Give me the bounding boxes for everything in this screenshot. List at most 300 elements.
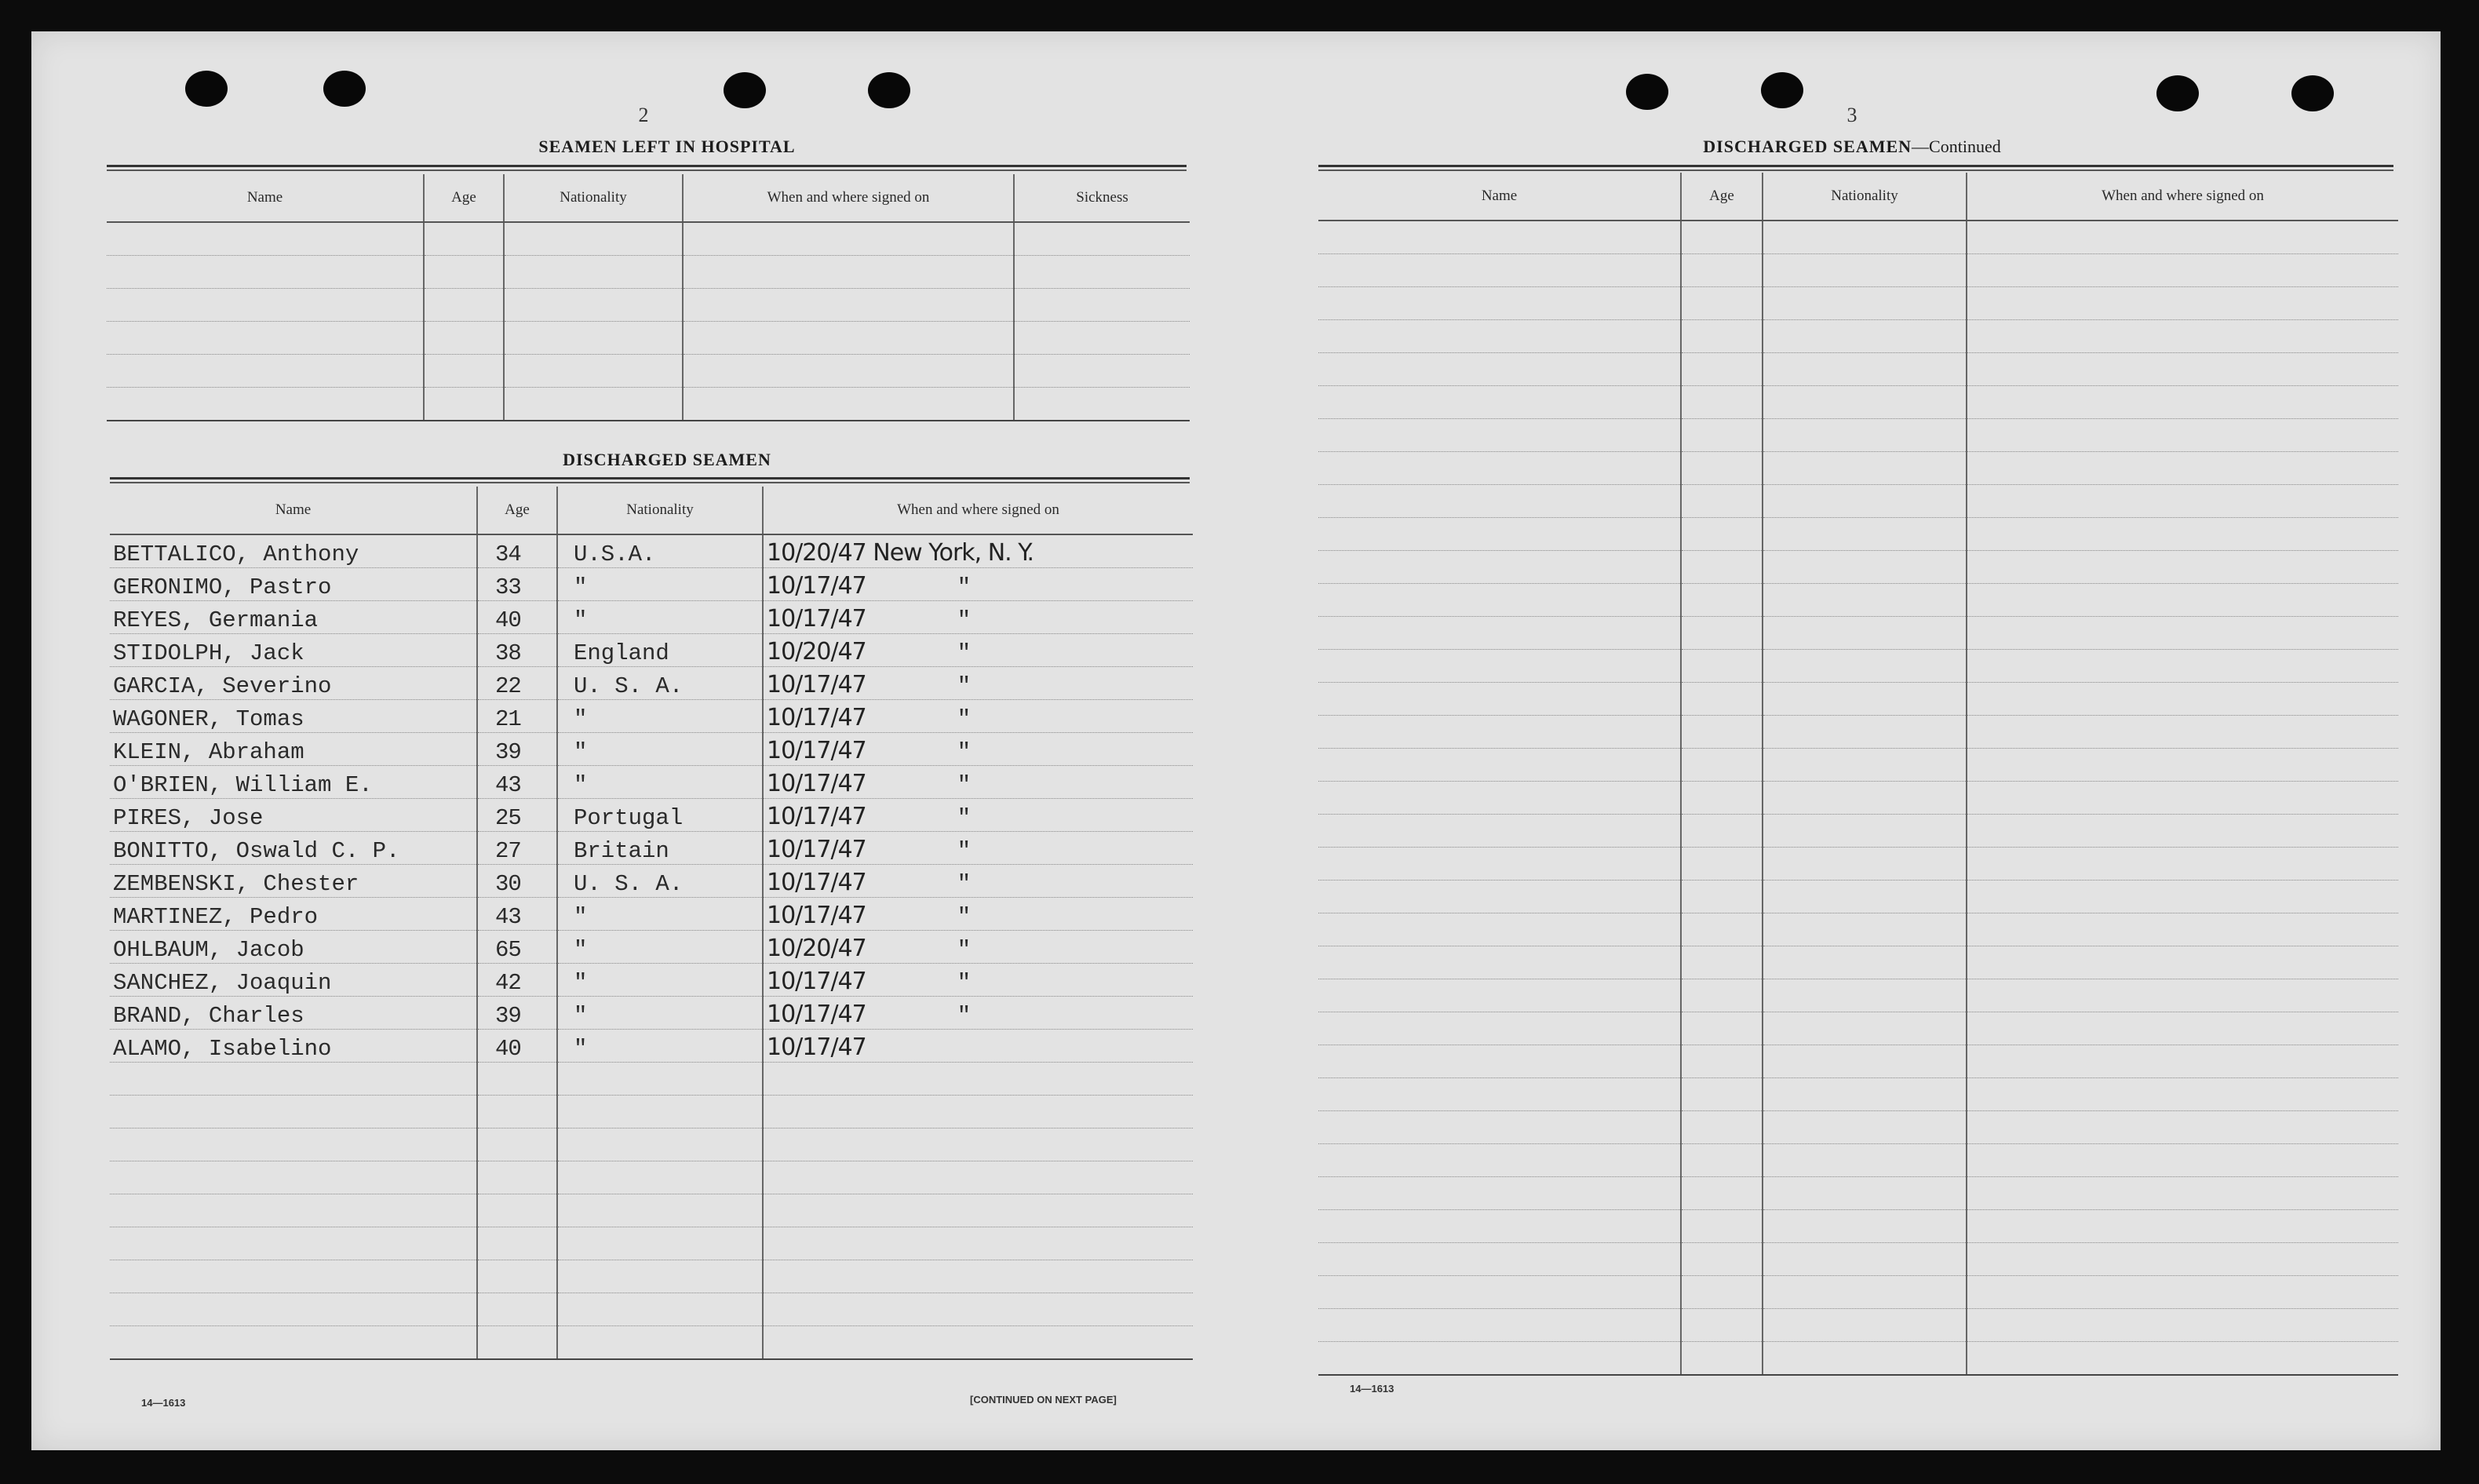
table-row	[1318, 1276, 2398, 1309]
signed-on-cell	[763, 700, 1193, 733]
empty-cell	[1967, 1210, 2398, 1243]
empty-cell	[1967, 683, 2398, 716]
table-row	[1318, 683, 2398, 716]
age-cell: 42	[477, 964, 557, 997]
age-cell: 43	[477, 766, 557, 799]
empty-cell	[1967, 419, 2398, 452]
nationality-cell: U.S.A.	[557, 534, 763, 568]
punch-hole	[1626, 74, 1668, 110]
empty-cell	[1967, 979, 2398, 1012]
empty-cell	[1763, 254, 1967, 287]
empty-cell	[1763, 1210, 1967, 1243]
signed-on-date: 10/20/47	[767, 638, 866, 665]
name-cell: BETTALICO, Anthony	[110, 534, 477, 568]
empty-cell	[1681, 1078, 1763, 1111]
empty-cell	[1318, 518, 1681, 551]
table-row	[1318, 650, 2398, 683]
empty-cell	[1763, 485, 1967, 518]
column-header-name: Name	[1318, 173, 1681, 221]
nationality-cell	[557, 1227, 763, 1260]
table-row	[1318, 485, 2398, 518]
signed-on-cell	[763, 534, 1193, 568]
signed-on-cell	[763, 667, 1193, 700]
empty-cell	[1681, 485, 1763, 518]
table-row	[1318, 551, 2398, 584]
empty-cell	[1763, 749, 1967, 782]
age-cell: 65	[477, 931, 557, 964]
name-cell: GERONIMO, Pastro	[110, 568, 477, 601]
age-cell: 30	[477, 865, 557, 898]
table-row	[110, 931, 1193, 964]
name-cell	[110, 1063, 477, 1096]
hospital-table	[107, 174, 1190, 421]
table-row	[1318, 287, 2398, 320]
column-header-signed-on: When and where signed on	[1967, 173, 2398, 221]
section-title-text: DISCHARGED SEAMEN	[1703, 137, 1912, 156]
empty-cell	[1967, 913, 2398, 946]
table-row	[110, 1260, 1193, 1293]
nationality-cell: "	[557, 964, 763, 997]
nationality-cell	[557, 1063, 763, 1096]
table-row	[107, 355, 1190, 388]
empty-cell	[1967, 452, 2398, 485]
page-number: 2	[638, 104, 649, 126]
name-cell: GARCIA, Severino	[110, 667, 477, 700]
nationality-cell: "	[557, 997, 763, 1030]
name-cell	[110, 1128, 477, 1161]
signed-on-cell	[763, 601, 1193, 634]
empty-cell	[1318, 584, 1681, 617]
table-row	[110, 865, 1193, 898]
age-cell	[477, 1096, 557, 1128]
empty-cell	[1681, 1309, 1763, 1342]
name-cell: KLEIN, Abraham	[110, 733, 477, 766]
empty-cell	[1318, 1078, 1681, 1111]
empty-cell	[1318, 1309, 1681, 1342]
form-number: 14—1613	[141, 1397, 186, 1409]
name-cell: BRAND, Charles	[110, 997, 477, 1030]
empty-cell	[1681, 518, 1763, 551]
empty-cell	[1967, 320, 2398, 353]
age-cell: 21	[477, 700, 557, 733]
age-cell: 38	[477, 634, 557, 667]
table-row	[1318, 1309, 2398, 1342]
table-row	[1318, 946, 2398, 979]
empty-cell	[1681, 848, 1763, 881]
empty-cell	[1681, 1045, 1763, 1078]
empty-cell	[1681, 815, 1763, 848]
table-row	[1318, 1342, 2398, 1376]
nationality-cell: "	[557, 931, 763, 964]
empty-cell	[1763, 221, 1967, 254]
table-row	[110, 534, 1193, 568]
empty-cell	[1318, 946, 1681, 979]
empty-cell	[1681, 1276, 1763, 1309]
empty-cell	[1318, 881, 1681, 913]
empty-cell	[1318, 1111, 1681, 1144]
empty-cell	[1318, 551, 1681, 584]
empty-cell	[1681, 979, 1763, 1012]
table-row	[1318, 254, 2398, 287]
table-row	[1318, 1111, 2398, 1144]
empty-cell	[1318, 1045, 1681, 1078]
empty-cell	[1967, 1342, 2398, 1376]
signed-on-cell	[763, 1096, 1193, 1128]
empty-cell	[1967, 1243, 2398, 1276]
age-cell	[477, 1293, 557, 1326]
empty-cell	[1681, 1144, 1763, 1177]
age-cell	[477, 1128, 557, 1161]
age-cell: 43	[477, 898, 557, 931]
signed-on-place-ditto: "	[957, 673, 972, 699]
empty-cell	[1967, 815, 2398, 848]
empty-cell	[1681, 419, 1763, 452]
empty-cell	[1967, 1078, 2398, 1111]
empty-cell	[1763, 419, 1967, 452]
empty-cell	[1967, 946, 2398, 979]
empty-cell	[1681, 221, 1763, 254]
signed-on-place-ditto: "	[957, 904, 972, 930]
empty-cell	[1318, 1144, 1681, 1177]
table-row	[110, 1128, 1193, 1161]
empty-cell	[1681, 386, 1763, 419]
table-row	[110, 634, 1193, 667]
signed-on-cell	[763, 931, 1193, 964]
nationality-cell: U. S. A.	[557, 865, 763, 898]
column-header-age: Age	[477, 487, 557, 534]
empty-cell	[1318, 1243, 1681, 1276]
name-cell: ZEMBENSKI, Chester	[110, 865, 477, 898]
continued-section-title	[1577, 137, 2127, 157]
table-row	[1318, 386, 2398, 419]
empty-cell	[1681, 1342, 1763, 1376]
signed-on-cell	[763, 1063, 1193, 1096]
table-row	[1318, 584, 2398, 617]
signed-on-date: 10/17/47	[767, 704, 866, 731]
discharged-table	[110, 487, 1193, 1360]
punch-hole	[2291, 75, 2334, 111]
table-row	[1318, 716, 2398, 749]
table-row	[1318, 979, 2398, 1012]
column-header-nationality: Nationality	[504, 174, 683, 222]
empty-cell	[1967, 551, 2398, 584]
empty-cell	[1967, 881, 2398, 913]
age-cell: 33	[477, 568, 557, 601]
name-cell	[110, 1227, 477, 1260]
section-title-suffix: —Continued	[1912, 137, 2001, 156]
table-row	[110, 1161, 1193, 1194]
table-row	[110, 766, 1193, 799]
empty-cell	[1763, 815, 1967, 848]
age-cell: 25	[477, 799, 557, 832]
empty-cell	[1763, 452, 1967, 485]
empty-cell	[1967, 1111, 2398, 1144]
empty-cell	[1967, 1144, 2398, 1177]
name-cell	[110, 1326, 477, 1360]
signed-on-cell	[763, 1293, 1193, 1326]
table-row	[1318, 1045, 2398, 1078]
nationality-cell: England	[557, 634, 763, 667]
empty-cell	[1318, 782, 1681, 815]
name-cell: SANCHEZ, Joaquin	[110, 964, 477, 997]
empty-cell	[1763, 782, 1967, 815]
signed-on-cell	[763, 1194, 1193, 1227]
signed-on-cell	[763, 799, 1193, 832]
signed-on-place-ditto: "	[957, 838, 972, 864]
punch-hole	[185, 71, 228, 107]
empty-cell	[1967, 353, 2398, 386]
empty-cell	[1763, 1342, 1967, 1376]
empty-cell	[1681, 913, 1763, 946]
empty-cell	[1318, 979, 1681, 1012]
nationality-cell: "	[557, 700, 763, 733]
empty-cell	[1318, 650, 1681, 683]
table-row	[1318, 815, 2398, 848]
empty-cell	[1763, 848, 1967, 881]
section-rule	[110, 477, 1190, 483]
column-header-age: Age	[424, 174, 504, 222]
signed-on-date: 10/17/47	[767, 737, 866, 764]
signed-on-date: 10/17/47	[767, 902, 866, 929]
signed-on-date: 10/17/47	[767, 572, 866, 600]
form-number: 14—1613	[1350, 1383, 1394, 1395]
empty-cell	[1681, 320, 1763, 353]
empty-cell	[1763, 1177, 1967, 1210]
column-header-name: Name	[107, 174, 424, 222]
column-header-nationality: Nationality	[1763, 173, 1967, 221]
table-row	[1318, 913, 2398, 946]
empty-cell	[1967, 617, 2398, 650]
empty-cell	[1318, 617, 1681, 650]
nationality-cell: "	[557, 733, 763, 766]
age-cell	[477, 1194, 557, 1227]
table-row	[1318, 749, 2398, 782]
section-rule	[1318, 165, 2393, 171]
table-row	[1318, 1078, 2398, 1111]
empty-cell	[1967, 1012, 2398, 1045]
signed-on-cell	[763, 733, 1193, 766]
empty-cell	[1763, 716, 1967, 749]
nationality-cell	[557, 1293, 763, 1326]
age-cell	[477, 1260, 557, 1293]
empty-cell	[1318, 716, 1681, 749]
empty-cell	[1763, 1111, 1967, 1144]
signed-on-date: 10/20/47 New York, N. Y.	[767, 539, 1034, 567]
empty-cell	[1318, 1012, 1681, 1045]
empty-cell	[1681, 1111, 1763, 1144]
empty-cell	[1681, 353, 1763, 386]
signed-on-date: 10/17/47	[767, 605, 866, 633]
empty-cell	[1967, 1276, 2398, 1309]
name-cell: STIDOLPH, Jack	[110, 634, 477, 667]
hospital-section-title: SEAMEN LEFT IN HOSPITAL	[538, 137, 796, 156]
signed-on-date: 10/17/47	[767, 803, 866, 830]
empty-cell	[1763, 881, 1967, 913]
signed-on-place-ditto: "	[957, 970, 972, 996]
table-row	[1318, 1177, 2398, 1210]
signed-on-date: 10/17/47	[767, 968, 866, 995]
table-row	[110, 700, 1193, 733]
empty-cell	[1763, 913, 1967, 946]
empty-cell	[1967, 221, 2398, 254]
name-cell: MARTINEZ, Pedro	[110, 898, 477, 931]
table-row	[107, 388, 1190, 421]
table-row	[107, 222, 1190, 256]
table-row	[110, 799, 1193, 832]
signed-on-place-ditto: "	[957, 706, 972, 732]
empty-cell	[1681, 287, 1763, 320]
empty-cell	[1967, 518, 2398, 551]
table-row	[110, 568, 1193, 601]
table-row	[107, 256, 1190, 289]
empty-cell	[1681, 452, 1763, 485]
signed-on-cell	[763, 1030, 1193, 1063]
empty-cell	[1318, 287, 1681, 320]
name-cell	[110, 1096, 477, 1128]
empty-cell	[1318, 419, 1681, 452]
empty-cell	[1318, 1342, 1681, 1376]
nationality-cell	[557, 1128, 763, 1161]
signed-on-cell	[763, 1227, 1193, 1260]
signed-on-date: 10/20/47	[767, 935, 866, 962]
name-cell: WAGONER, Tomas	[110, 700, 477, 733]
nationality-cell	[557, 1260, 763, 1293]
signed-on-place-ditto: "	[957, 772, 972, 798]
table-row	[110, 733, 1193, 766]
name-cell	[110, 1161, 477, 1194]
empty-cell	[1967, 287, 2398, 320]
empty-cell	[1763, 1144, 1967, 1177]
signed-on-cell	[763, 832, 1193, 865]
discharged-continued-table	[1318, 173, 2398, 1376]
signed-on-place-ditto: "	[957, 805, 972, 831]
page-number: 3	[1846, 104, 1857, 126]
empty-cell	[1318, 815, 1681, 848]
empty-cell	[1681, 683, 1763, 716]
age-cell: 27	[477, 832, 557, 865]
empty-cell	[1681, 1177, 1763, 1210]
empty-cell	[1967, 716, 2398, 749]
empty-cell	[1681, 782, 1763, 815]
empty-cell	[1763, 518, 1967, 551]
age-cell	[477, 1161, 557, 1194]
table-row	[110, 1227, 1193, 1260]
age-cell: 39	[477, 997, 557, 1030]
nationality-cell	[557, 1326, 763, 1360]
empty-cell	[1318, 913, 1681, 946]
empty-cell	[1763, 320, 1967, 353]
empty-cell	[1763, 617, 1967, 650]
empty-cell	[1681, 551, 1763, 584]
table-row	[110, 601, 1193, 634]
table-row	[110, 1293, 1193, 1326]
table-row	[1318, 452, 2398, 485]
age-cell: 40	[477, 601, 557, 634]
column-header-nationality: Nationality	[557, 487, 763, 534]
table-row	[1318, 881, 2398, 913]
name-cell	[110, 1260, 477, 1293]
empty-cell	[1967, 386, 2398, 419]
age-cell: 34	[477, 534, 557, 568]
empty-cell	[1967, 1309, 2398, 1342]
signed-on-cell	[763, 1326, 1193, 1360]
punch-hole	[1761, 72, 1803, 108]
column-header-signed-on: When and where signed on	[763, 487, 1193, 534]
empty-cell	[1763, 584, 1967, 617]
empty-cell	[1318, 749, 1681, 782]
empty-cell	[1967, 1177, 2398, 1210]
nationality-cell: "	[557, 766, 763, 799]
empty-cell	[1763, 1078, 1967, 1111]
empty-cell	[1967, 782, 2398, 815]
table-row	[1318, 617, 2398, 650]
empty-cell	[1318, 1210, 1681, 1243]
empty-cell	[1763, 946, 1967, 979]
empty-cell	[1763, 1309, 1967, 1342]
empty-cell	[1318, 1177, 1681, 1210]
signed-on-place-ditto: "	[957, 739, 972, 765]
name-cell: REYES, Germania	[110, 601, 477, 634]
table-row	[1318, 1210, 2398, 1243]
discharged-section-title: DISCHARGED SEAMEN	[563, 450, 771, 469]
empty-cell	[1318, 848, 1681, 881]
table-row	[1318, 1144, 2398, 1177]
name-cell: O'BRIEN, William E.	[110, 766, 477, 799]
table-row	[1318, 221, 2398, 254]
empty-cell	[1318, 452, 1681, 485]
signed-on-cell	[763, 1161, 1193, 1194]
punch-hole	[323, 71, 366, 107]
table-row	[110, 964, 1193, 997]
name-cell: PIRES, Jose	[110, 799, 477, 832]
signed-on-cell	[763, 898, 1193, 931]
empty-cell	[1318, 221, 1681, 254]
table-row	[110, 1194, 1193, 1227]
signed-on-cell	[763, 1260, 1193, 1293]
empty-cell	[1681, 1210, 1763, 1243]
nationality-cell: U. S. A.	[557, 667, 763, 700]
table-row	[110, 1326, 1193, 1360]
empty-cell	[1763, 1243, 1967, 1276]
signed-on-cell	[763, 865, 1193, 898]
punch-hole	[724, 72, 766, 108]
column-header-sickness: Sickness	[1014, 174, 1190, 222]
empty-cell	[1681, 1012, 1763, 1045]
nationality-cell: "	[557, 568, 763, 601]
empty-cell	[1318, 683, 1681, 716]
signed-on-date: 10/17/47	[767, 770, 866, 797]
empty-cell	[1967, 584, 2398, 617]
empty-cell	[1967, 254, 2398, 287]
age-cell	[477, 1227, 557, 1260]
empty-cell	[1681, 254, 1763, 287]
empty-cell	[1681, 749, 1763, 782]
empty-cell	[1967, 650, 2398, 683]
empty-cell	[1318, 353, 1681, 386]
age-cell: 40	[477, 1030, 557, 1063]
empty-cell	[1967, 485, 2398, 518]
age-cell	[477, 1063, 557, 1096]
empty-cell	[1318, 386, 1681, 419]
table-row	[110, 1063, 1193, 1096]
punch-hole	[2156, 75, 2199, 111]
signed-on-date: 10/17/47	[767, 869, 866, 896]
nationality-cell: "	[557, 1030, 763, 1063]
table-row	[1318, 782, 2398, 815]
signed-on-date: 10/17/47	[767, 1001, 866, 1028]
signed-on-place-ditto: "	[957, 640, 972, 666]
empty-cell	[1763, 650, 1967, 683]
